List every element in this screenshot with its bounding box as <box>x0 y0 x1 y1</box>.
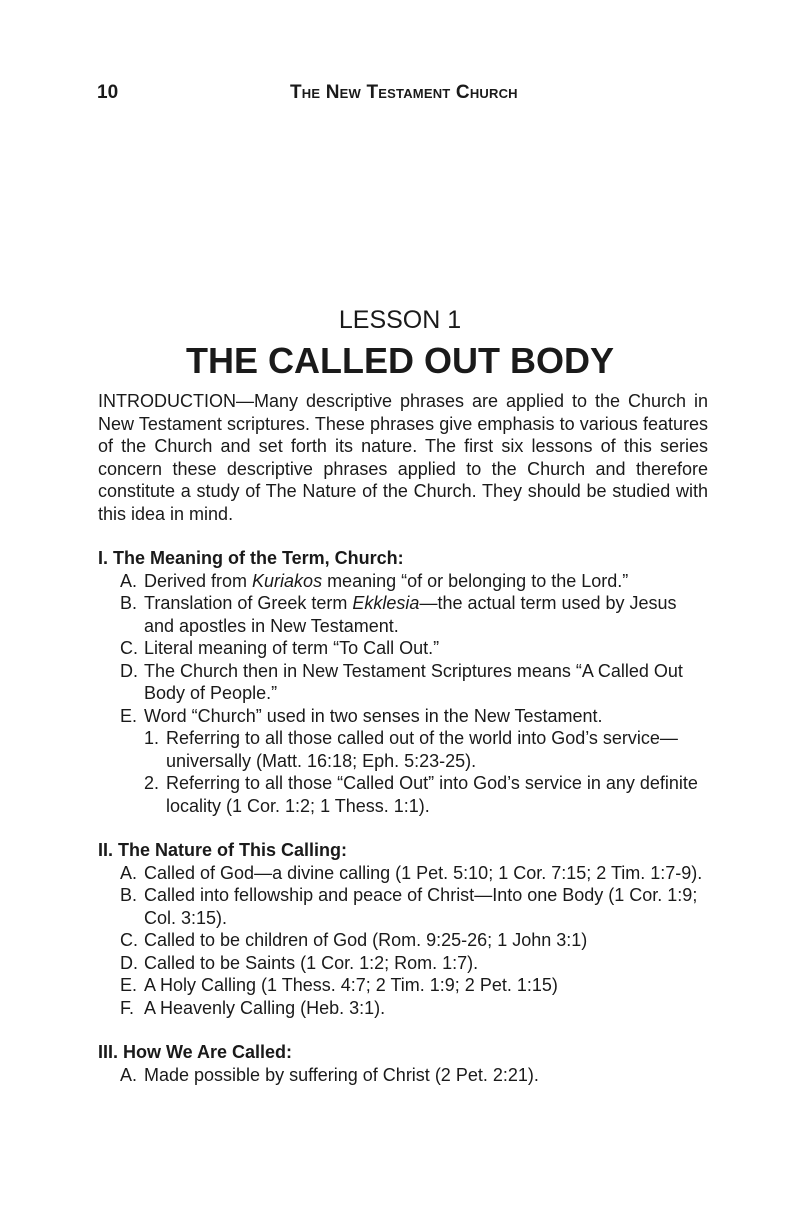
item-text: Translation of Greek term <box>144 593 353 613</box>
lesson-label: LESSON 1 <box>338 306 462 334</box>
item-marker: A. <box>120 1064 138 1085</box>
item-marker: B. <box>120 593 138 613</box>
section-how-we-are-called <box>98 1041 708 1086</box>
item-marker: F. <box>120 997 135 1018</box>
item-text: Called to be Saints (1 Cor. 1:2; Rom. 1:7). <box>144 952 479 973</box>
running-head: The New Testament Church <box>290 82 518 103</box>
item-text: A Heavenly Calling (Heb. 3:1). <box>144 997 386 1018</box>
item-marker: A. <box>120 862 138 883</box>
section-heading: I. The Meaning of the Term, Church: <box>98 548 404 568</box>
outline-subitem <box>98 727 708 772</box>
item-text: The Church then in New Testament Scriptures means “A Called Out Body of People.” <box>144 660 683 703</box>
introduction-paragraph: INTRODUCTION—Many descriptive phrases are applied to the Church in New Testament scriptures. These phrases give emphasis to various features of the Church and set forth its nature. The first six lessons of this series concern these descriptive phrases applied to the Church and therefore constitute a study of The Nature of the Church. They should be studied with this idea in mind. <box>98 391 708 524</box>
section-heading: II. The Nature of This Calling: <box>98 840 348 860</box>
outline-item <box>98 997 708 1020</box>
lesson-body <box>98 390 708 1086</box>
greek-term: Ekklesia <box>352 593 420 613</box>
outline-item <box>98 884 708 929</box>
item-text: —the actual term used by Jesus and apostles in New Testament. <box>144 593 677 636</box>
outline-subitem <box>98 772 708 817</box>
item-marker: D. <box>120 660 138 681</box>
greek-term: Kuriakos <box>252 570 323 591</box>
section-meaning-of-church <box>98 547 708 817</box>
section-nature-of-calling <box>98 839 708 1019</box>
outline-item <box>98 862 708 885</box>
item-text: Word “Church” used in two senses in the New Testament. <box>144 705 603 726</box>
item-marker: D. <box>120 952 138 973</box>
item-marker: C. <box>120 930 138 950</box>
item-text: meaning “of or belonging to the Lord.” <box>322 570 629 591</box>
item-text: Made possible by suffering of Christ (2 Pet. 2:21). <box>144 1064 539 1085</box>
outline-item <box>98 1064 708 1087</box>
item-marker: C. <box>120 638 138 658</box>
outline-item <box>98 705 708 728</box>
subitem-marker: 1. <box>144 728 160 748</box>
item-text: Called into fellowship and peace of Christ—Into one Body (1 Cor. 1:9; Col. 3:15). <box>144 885 698 928</box>
outline-item <box>98 929 708 952</box>
item-marker: B. <box>120 885 138 905</box>
section-heading: III. How We Are Called: <box>98 1042 293 1062</box>
outline-item <box>98 974 708 997</box>
item-text: Literal meaning of term “To Call Out.” <box>144 638 440 658</box>
item-text: Derived from <box>144 570 253 591</box>
item-marker: E. <box>120 705 138 726</box>
outline-item <box>98 570 708 593</box>
outline-item <box>98 637 708 660</box>
item-marker: E. <box>120 975 138 995</box>
item-marker: A. <box>120 570 138 591</box>
item-text: Called to be children of God (Rom. 9:25-26; 1 John 3:1) <box>144 930 588 950</box>
item-text: Called of God—a divine calling (1 Pet. 5:10; 1 Cor. 7:15; 2 Tim. 1:7-9). <box>144 862 703 883</box>
subitem-text: Referring to all those “Called Out” into God’s service in any definite locality (1 Cor. 1:2; 1 Thess. 1:1). <box>166 773 698 816</box>
outline-item <box>98 660 708 705</box>
outline-item <box>98 952 708 975</box>
subitem-marker: 2. <box>144 773 160 793</box>
outline-item <box>98 592 708 637</box>
page-number: 10 <box>97 82 119 103</box>
lesson-title: THE CALLED OUT BODY <box>186 340 614 381</box>
item-text: A Holy Calling (1 Thess. 4:7; 2 Tim. 1:9; 2 Pet. 1:15) <box>144 975 558 995</box>
subitem-text: Referring to all those called out of the world into God’s service—universally (Matt. 16:18; Eph. 5:23-25). <box>166 728 678 771</box>
